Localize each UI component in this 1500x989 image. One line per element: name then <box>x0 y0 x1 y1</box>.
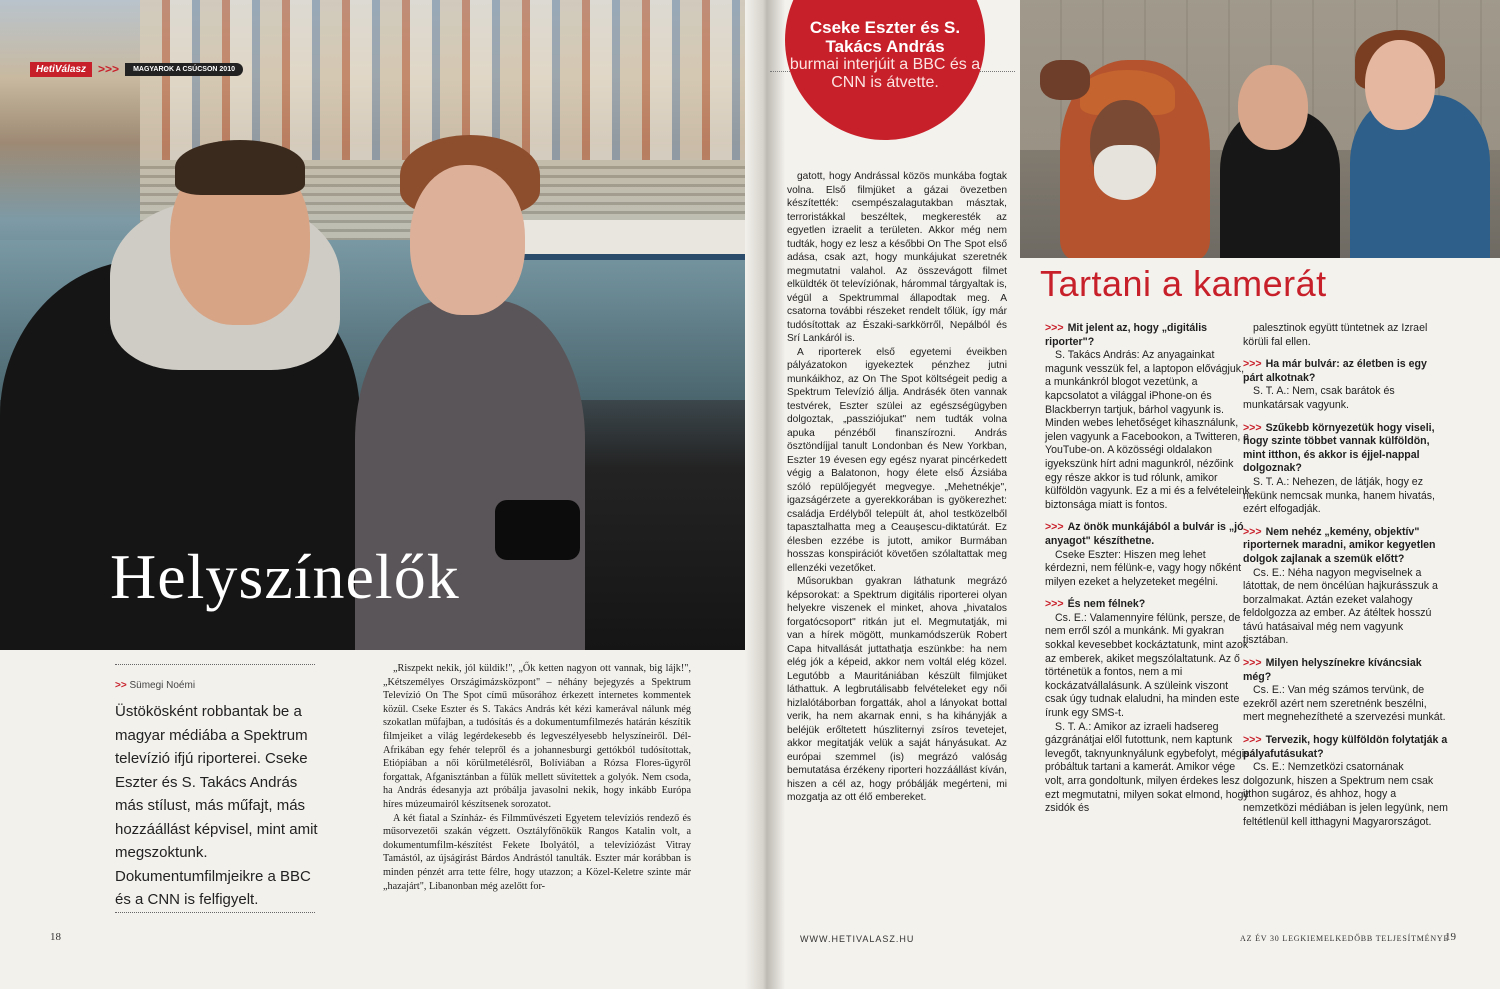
question-text: Az önök munkájából a bulvár is „jó anyagot" készíthetne. <box>1045 521 1244 547</box>
question-text: Milyen helyszínekre kíváncsiak még? <box>1243 657 1422 683</box>
interview-answer: S. T. A.: Amikor az izraeli hadsereg gázgránátjai elől futottunk, nem kaptunk levegőt, taknyunknyálunk egybefolyt, mégis próbáltuk tartani a kamerát. Amikor vége volt, arra gondoltunk, milyen érdekes lesz ezt megmutatni, milyen sokat elmond, hogy zsidók és <box>1045 720 1250 815</box>
pull-quote <box>785 18 985 92</box>
page-gutter <box>745 0 785 989</box>
question-text: Tervezik, hogy külföldön folytatják a pályafutásukat? <box>1243 734 1448 760</box>
question-arrows-icon: >>> <box>1243 358 1262 371</box>
interview-question <box>1045 322 1250 349</box>
interview-answer: Cseke Eszter: Hiszen meg lehet kérdezni, nem félünk-e, vagy hogy nőként milyen ezeket a helyzeteket megélni. <box>1045 548 1242 588</box>
article-column-1 <box>383 662 691 893</box>
interview-question <box>1243 734 1448 761</box>
interview-question <box>1045 598 1250 612</box>
interview-question <box>1243 358 1448 385</box>
photo-man-hair <box>175 140 305 195</box>
author-byline <box>115 680 195 691</box>
interview-answer: Cs. E.: Van még számos tervünk, de ezekről azért nem szeretnénk beszélni, mert megnehezítheté a szervezési munkát. <box>1243 684 1446 724</box>
section-header <box>30 60 243 78</box>
interview-answer: S. T. A.: Nem, csak barátok és munkatársak vagyunk. <box>1243 385 1395 411</box>
question-arrows-icon: >>> <box>1243 734 1262 747</box>
body-paragraph: „Riszpekt nekik, jól küldik!", „Ők ketten nagyon ott vannak, big lájk!", „Kétszemélyes Országimázsközpont" – néhány bejegyzés a Spektrum Televízió On The Spot című műsorához érkezett internetes kommentek közül. Cseke Eszter és S. Takács András két kézi kamerával nálunk még szokatlan műfajban, a tudósítás és a dokumentumfilmezés határán készítik filmjeiket a világ legérdekesebb és legveszélyesebb helyszíneiről. Dél-Afrikában egy fehér telepről és a johannesburgi gettókból tudósítottak, Etiópiában a női körülmetélésről, Bolíviában a Rózsa Flores-ügyről forgattak, Afganisztánban a fülük mellett süvítettek a golyók. Nem csoda, ha András édesanyja azt próbálja javasolni nekik, hogy inkább Európa híres múzeumairól készítsenek sorozatot. <box>383 663 691 810</box>
brand-logo: HetiVálasz <box>30 62 92 77</box>
page-number-left: 18 <box>50 931 61 943</box>
interview-answer: Cs. E.: Valamennyire félünk, persze, de nem erről szól a munkánk. Mi gyakran sokkal kevesebbet kockáztatunk, mint azok az emberek, akiket megszólaltatunk. Az ő történetük a fontos, nem a mi kockázatvállalásunk. A szüleink viszont csak úgy tudnak elaludni, ha minden este írunk egy SMS-t. <box>1045 611 1249 720</box>
question-arrows-icon: >>> <box>1045 322 1064 334</box>
interview-question <box>1243 526 1448 567</box>
website-url: WWW.HETIVALASZ.HU <box>800 934 915 944</box>
body-paragraph: A riporterek első egyetemi éveikben pályázatokon igyekeztek pénzhez jutni munkáikhoz, az On The Spot költségeit pedig a Spektrum Televízió állja. Andrásék öten vannak testvérek, Eszter szülei az egészségügyben dolgoztak, „passziójukat" nem tudták volna apuka pénzéből finanszírozni. András ösztöndíjjal tanult Londonban és New Yorkban, Eszter 19 évesen egy egész nyarat pincérkedett végig a Balatonon, hogy élete első Ázsiába szóló repülőjegyét megvegye. „Mehetnékje", igazságérzete a gyerekkorában is gyökerezhet: családja Erdélyből települt át, ahol testközelből tapasztalhatta meg a Ceaușescu-diktatúrát. Ez élesben ezzébe is jutott, amikor Burmában hosszas konspirációt követően szólaltattak meg ellenzéki vezetőket. <box>787 346 1007 574</box>
question-text: Nem nehéz „kemény, objektív" riporternek maradni, amikor kegyetlen dolgok zajlanak a szemük előtt? <box>1243 525 1436 565</box>
section-label: MAGYAROK A CSÚCSON 2010 <box>125 63 243 76</box>
interview-answer: S. T. A.: Nehezen, de látják, hogy ez nekünk nemcsak munka, hanem hivatás, ezért elfogadják. <box>1243 475 1435 516</box>
body-paragraph: Műsorukban gyakran láthatunk megrázó képsorokat: a Spektrum digitális riporterei olyan helyekre viszenek el minket, ahova „hivatalos forgatócsoport" ritkán jut el. Megmutatják, mi van a hírek mögött, munkamódszerük Robert Capa hitvallását juttathatja eszünkbe: ha nem elég jók a képeid, akkor nem voltál elég közel. Legutóbb a Mauritániában készült filmjüket láthattuk. A legbrutálisabb felvételeket egy női hizlalótáborban forgatták, ahol a lányokat bottal verik, ha nem akarnak enni, s ha kihányják a beléjük erőltetett húszliternyi zsíros tevetejet, akkor megitatják velük a saját hányásukat. Az európai szemmel (is) megrázó valóság bemutatása érzékeny riporteri hozzáállást kíván, hiszen a cél az, hogy próbálják megérteni, mi mozgatja az ott élő embereket. <box>787 576 1007 803</box>
question-arrows-icon: >>> <box>1045 598 1064 611</box>
question-text: Ha már bulvár: az életben is egy párt alkotnak? <box>1243 358 1427 384</box>
divider-bottom <box>115 912 315 913</box>
question-text: Mit jelent az, hogy „digitális riporter"? <box>1045 322 1208 348</box>
interview-column-2 <box>1243 322 1448 829</box>
photo-woman-face <box>410 165 525 315</box>
question-arrows-icon: >>> <box>1243 525 1262 538</box>
question-text: És nem félnek? <box>1067 598 1146 611</box>
byline-arrows: >> <box>115 680 127 691</box>
photo-woman-face <box>1365 40 1435 130</box>
interview-title: Tartani a kamerát <box>1040 263 1327 304</box>
interview-answer: Cs. E.: Nemzetközi csatornának dolgozunk, hiszen a Spektrum nem csak itthon sugároz, és ahhoz, hogy a nemzetközi médiában is jelen legyünk, nem feltétlenül kell itthagyni Magyarországot. <box>1243 761 1448 828</box>
question-arrows-icon: >>> <box>1243 657 1262 670</box>
lede-paragraph: Üstökösként robbantak be a magyar médiába a Spektrum televízió ifjú riporterei. Cseke Eszter és S. Takács András más stílust, más műfajt, más hozzáállást képvisel, mint amit megszoktunk. Dokumentumfilmjeikre a BBC és a CNN is felfigyelt. <box>115 703 318 908</box>
author-name: Sümegi Noémi <box>129 680 196 691</box>
photo-reporters-with-sadhu <box>1020 0 1500 258</box>
photo-camera <box>495 500 580 560</box>
body-paragraph: gatott, hogy Andrással közös munkába fogtak volna. Első filmjüket a gázai övezetben készítették: csempészalagutakban másztak, terroristákkal beszéltek, megkeresték az egyetlen izraelit a területen. Akkor még nem tudták, hogy ez lesz a későbbi On The Spot első adása, csak azt, hogy munkájukat szeretnék megmutatni valahol. Az összevágott filmet elküldték öt televíziónak, hárommal tárgyaltak is, végül a Spektrummal állapodtak meg. A csatorna további részeket rendelt tőlük, így már tudósítottak az Északi-sarkkörről, Nepálból és Srí Lankáról is. <box>787 171 1007 344</box>
interview-column-1 <box>1045 322 1250 816</box>
interview-answer: Cs. E.: Néha nagyon megviselnek a látottak, de nem öncélúan hajkurásszuk a borzalmakat. Aztán ezeket valahogy feldolgozza az ember. Az átéltek hosszú távú hatásaival még nem vagyunk tisztában. <box>1243 566 1438 647</box>
photo-buildings <box>140 0 752 160</box>
headline: Helyszínelők <box>110 541 460 612</box>
photo-sadhu-hand <box>1040 60 1090 100</box>
interview-answer: S. Takács András: Az anyagainkat magunk vesszük fel, a laptopon elővágjuk, a munkánkról blogot vezetünk, a kapcsolatot a világgal iPhone-on és Blackberryn tartjuk, bárhol vagyunk is. Minden webes lehetőséget kihasználunk, jelen vagyunk a Facebookon, a Twitteren, a YouTube-on. A közösségi oldalakon igyekszünk hírt adni magunkról, nézőink egy része akkor is tud rólunk, amikor külföldön vagyunk. Ez a mi és a felvételeink biztonsága miatt is fontos. <box>1045 349 1250 511</box>
interview-question <box>1243 422 1448 476</box>
article-column-2 <box>787 170 1007 805</box>
divider-top <box>115 664 315 665</box>
question-arrows-icon: >>> <box>1045 521 1064 534</box>
photo-sadhu-beard <box>1094 145 1156 200</box>
page-number-right: 19 <box>1445 931 1456 943</box>
footer-text: AZ ÉV 30 LEGKIEMELKEDŐBB TELJESÍTMÉNYE <box>1240 934 1450 943</box>
pull-quote-text: burmai interjúit a BBC és a CNN is átvette. <box>789 56 981 91</box>
pull-quote-names: Cseke Eszter és S. Takács András <box>809 18 961 56</box>
question-arrows-icon: >>> <box>1243 421 1262 434</box>
body-paragraph: A két fiatal a Színház- és Filmművészeti Egyetem televíziós rendező és műsorvezetői szakán végzett. Osztályfőnökük Rangos Katalin volt, a dokumentumfilm-készítést Fekete Ibolyától, a televíziózást Vitray Tamástól, az újságírást Bárdos Andrástól tanulták. Eszter már korábban is minden pénzét arra tette félre, hogy utazzon; a Közel-Keletre szinte már „hazajárt", Libanonban még azelőtt for- <box>383 812 691 892</box>
photo-man-face <box>1238 65 1308 150</box>
interview-question <box>1045 521 1250 548</box>
interview-question <box>1243 657 1448 684</box>
interview-answer: palesztinok együtt tüntetnek az Izrael körüli fal ellen. <box>1243 322 1428 348</box>
question-text: Szűkebb környezetük hogy viseli, hogy szinte többet vannak külföldön, mint itthon, és akkor is éjjel-nappal dolgoznak? <box>1243 421 1435 475</box>
arrows-icon: >>> <box>98 62 120 76</box>
